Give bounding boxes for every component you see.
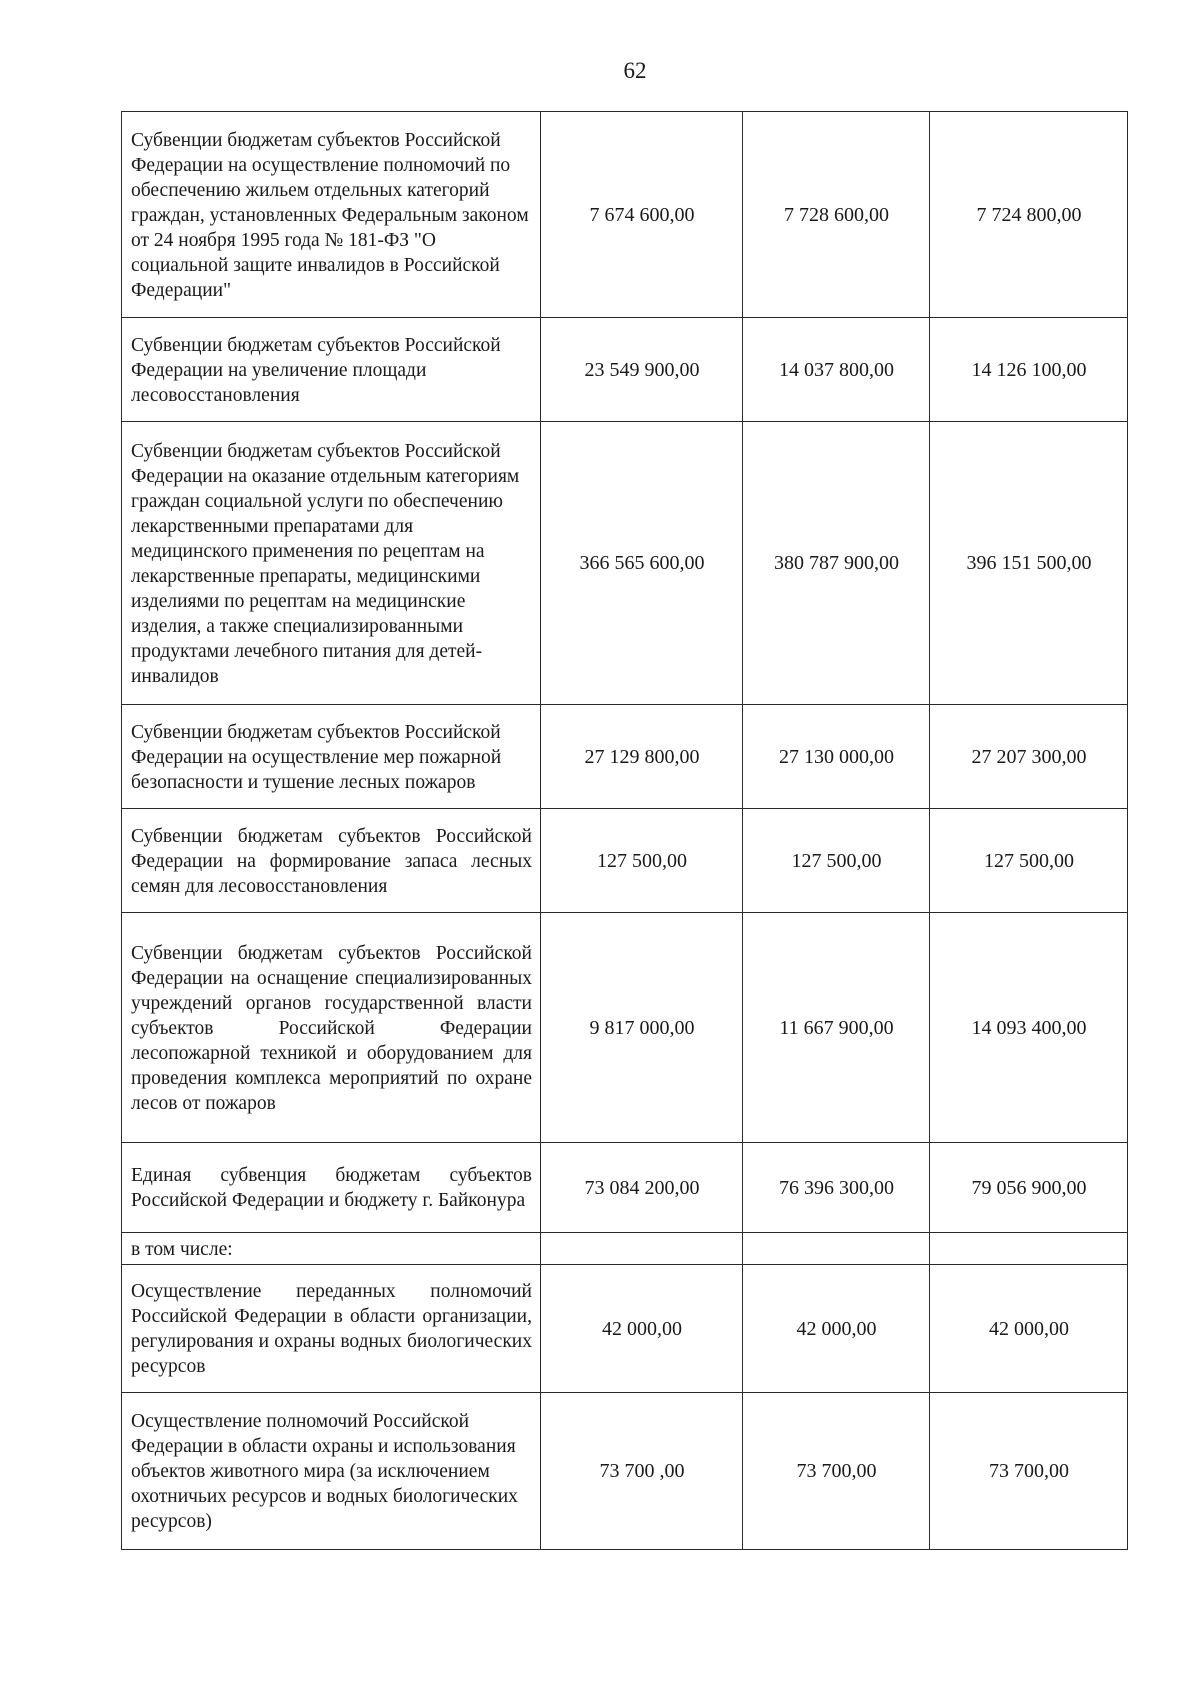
row-description: Субвенции бюджетам субъектов Российской Федерации на оснащение специализированных учреждений органов государственной власти субъектов Российской Федерации лесопожарной техникой и оборудованием для проведения комплекса мероприятий по охране лесов от пожаров — [122, 913, 541, 1143]
table-row — [122, 318, 1128, 422]
row-value-2: 380 787 900,00 — [743, 422, 930, 705]
table-row — [122, 1233, 1128, 1265]
table-row — [122, 1393, 1128, 1550]
page-number: 62 — [623, 58, 647, 83]
row-value-3: 73 700,00 — [930, 1393, 1128, 1550]
row-description: Субвенции бюджетам субъектов Российской Федерации на оказание отдельным категориям граждан социальной услуги по обеспечению лекарственными препаратами для медицинского применения по рецептам на лекарственные препараты, медицинскими изделиями по рецептам на медицинские изделия, а также специализированными продуктами лечебного питания для детей-инвалидов — [122, 422, 541, 705]
row-value-2 — [743, 1233, 930, 1265]
row-value-3: 14 126 100,00 — [930, 318, 1128, 422]
table-row — [122, 1143, 1128, 1233]
row-value-1 — [541, 1233, 743, 1265]
row-value-2: 73 700,00 — [743, 1393, 930, 1550]
row-description: Субвенции бюджетам субъектов Российской Федерации на осуществление мер пожарной безопасности и тушение лесных пожаров — [122, 705, 541, 809]
table-row — [122, 1265, 1128, 1393]
row-value-1: 23 549 900,00 — [541, 318, 743, 422]
row-value-2: 76 396 300,00 — [743, 1143, 930, 1233]
row-value-1: 73 084 200,00 — [541, 1143, 743, 1233]
row-value-3: 27 207 300,00 — [930, 705, 1128, 809]
row-description: Единая субвенция бюджетам субъектов Российской Федерации и бюджету г. Байконура — [122, 1143, 541, 1233]
row-value-2: 42 000,00 — [743, 1265, 930, 1393]
row-description: в том числе: — [122, 1233, 541, 1265]
row-value-3: 7 724 800,00 — [930, 112, 1128, 318]
table-row — [122, 705, 1128, 809]
row-value-1: 7 674 600,00 — [541, 112, 743, 318]
row-value-3: 127 500,00 — [930, 809, 1128, 913]
row-value-1: 73 700 ,00 — [541, 1393, 743, 1550]
row-description: Осуществление переданных полномочий Российской Федерации в области организации, регулирования и охраны водных биологических ресурсов — [122, 1265, 541, 1393]
table-row — [122, 112, 1128, 318]
row-value-1: 42 000,00 — [541, 1265, 743, 1393]
table-row — [122, 913, 1128, 1143]
row-value-3: 42 000,00 — [930, 1265, 1128, 1393]
subventions-table — [121, 111, 1128, 1550]
row-value-2: 127 500,00 — [743, 809, 930, 913]
row-value-2: 27 130 000,00 — [743, 705, 930, 809]
table-row — [122, 422, 1128, 705]
row-description: Субвенции бюджетам субъектов Российской Федерации на формирование запаса лесных семян для лесовосстановления — [122, 809, 541, 913]
row-value-1: 366 565 600,00 — [541, 422, 743, 705]
row-value-1: 27 129 800,00 — [541, 705, 743, 809]
row-value-1: 127 500,00 — [541, 809, 743, 913]
row-description: Осуществление полномочий Российской Федерации в области охраны и использования объектов животного мира (за исключением охотничьих ресурсов и водных биологических ресурсов) — [122, 1393, 541, 1550]
row-value-2: 11 667 900,00 — [743, 913, 930, 1143]
row-value-1: 9 817 000,00 — [541, 913, 743, 1143]
row-value-3: 79 056 900,00 — [930, 1143, 1128, 1233]
row-value-2: 14 037 800,00 — [743, 318, 930, 422]
row-description: Субвенции бюджетам субъектов Российской Федерации на осуществление полномочий по обеспечению жильем отдельных категорий граждан, установленных Федеральным законом от 24 ноября 1995 года № 181-ФЗ "О социальной защите инвалидов в Российской Федерации" — [122, 112, 541, 318]
row-value-3: 396 151 500,00 — [930, 422, 1128, 705]
row-value-3 — [930, 1233, 1128, 1265]
row-value-2: 7 728 600,00 — [743, 112, 930, 318]
table-row — [122, 809, 1128, 913]
row-value-3: 14 093 400,00 — [930, 913, 1128, 1143]
row-description: Субвенции бюджетам субъектов Российской Федерации на увеличение площади лесовосстановления — [122, 318, 541, 422]
